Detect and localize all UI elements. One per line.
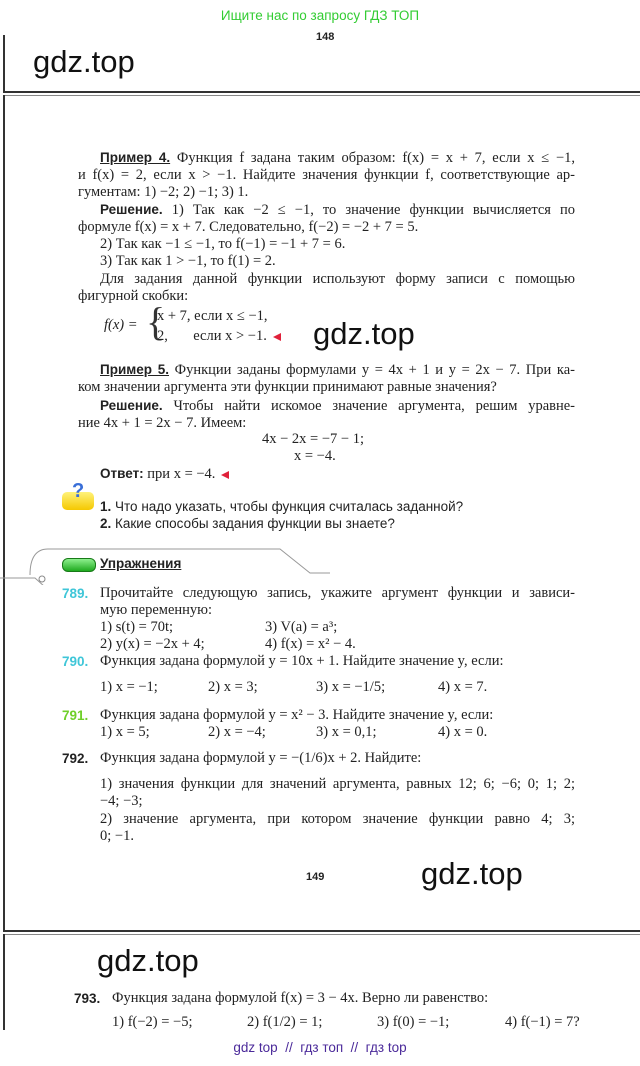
- watermark: gdz.top: [421, 856, 523, 891]
- exercise-item: 2) y(x) = −2x + 4;: [100, 636, 205, 652]
- exercise-number: 792.: [62, 751, 89, 766]
- exercise-subtask: 0; −1.: [100, 828, 134, 844]
- solution-line: формуле f(x) = x + 7. Следовательно, f(−2) = −2 + 7 = 5.: [78, 219, 419, 235]
- exercises-title: Упражнения: [100, 556, 182, 571]
- text: Что надо указать, чтобы функция считалась заданной?: [115, 499, 464, 514]
- exercise-item: 1) x = 5;: [100, 724, 150, 740]
- example4-line: гументам: 1) −2; 2) −1; 3) 1.: [78, 184, 249, 200]
- equation: x = −4.: [294, 448, 336, 464]
- text: 2, если x > −1.: [157, 328, 267, 344]
- footer-links[interactable]: gdz top // гдз топ // гдз top: [233, 1040, 407, 1055]
- text: Чтобы найти искомое значение аргумента, решим уравне-: [173, 398, 575, 414]
- page-divider: [3, 934, 640, 935]
- exercise-item: 3) x = −1/5;: [316, 679, 386, 695]
- solution-line: фигурной скобки:: [78, 288, 189, 304]
- end-marker-icon: [221, 471, 229, 479]
- example4-solution: [78, 201, 575, 219]
- exercises-icon: [62, 558, 96, 572]
- text: при x = −4.: [147, 466, 216, 482]
- page-divider: [3, 91, 640, 93]
- question: [100, 499, 463, 514]
- q-num: 1.: [100, 499, 112, 514]
- exercise-item: 4) x = 0.: [438, 724, 488, 740]
- exercise-item: 1) f(−2) = −5;: [112, 1014, 193, 1030]
- question: [100, 516, 395, 531]
- text: Какие способы задания функции вы знаете?: [115, 516, 395, 531]
- exercise-item: 2) x = 3;: [208, 679, 258, 695]
- equation: 4x − 2x = −7 − 1;: [262, 431, 364, 447]
- exercise-text: Прочитайте следующую запись, укажите аргумент функции и зависи-: [100, 585, 575, 601]
- brace: {: [146, 299, 166, 344]
- exercise-item: 1) x = −1;: [100, 679, 158, 695]
- page-number-149: 149: [306, 871, 325, 883]
- solution-line: 2) Так как −1 ≤ −1, то f(−1) = −1 + 7 = 6.: [100, 236, 346, 252]
- watermark: gdz.top: [33, 44, 135, 79]
- page-divider: [3, 930, 640, 932]
- example5-solution: [78, 397, 575, 415]
- exercise-number: 790.: [62, 654, 89, 669]
- text: Функция f задана таким образом: f(x) = x + 7, если x ≤ −1,: [176, 150, 576, 166]
- example4-label: Пример 4.: [100, 150, 171, 165]
- piecewise-lhs: f(x) =: [104, 317, 138, 333]
- exercise-text: Функция задана формулой y = 10x + 1. Найдите значение y, если:: [100, 653, 504, 669]
- exercise-item: 1) s(t) = 70t;: [100, 619, 174, 635]
- search-banner[interactable]: Ищите нас по запросу ГДЗ ТОП: [220, 8, 420, 23]
- question-icon: ?: [62, 492, 94, 510]
- text: 1) Так как −2 ≤ −1, то значение функции вычисляется по: [171, 202, 576, 218]
- example5-line: [78, 361, 575, 379]
- piecewise-case: x + 7, если x ≤ −1,: [157, 308, 268, 324]
- exercise-text: мую переменную:: [100, 602, 213, 618]
- exercise-subtask: −4; −3;: [100, 793, 143, 809]
- text: Функции заданы формулами y = 4x + 1 и y = 2x − 7. При ка-: [174, 362, 575, 378]
- q-num: 2.: [100, 516, 112, 531]
- example5-label: Пример 5.: [100, 362, 169, 377]
- exercise-item: 3) f(0) = −1;: [377, 1014, 450, 1030]
- example5-line: ком значении аргумента эти функции принимают равные значения?: [78, 379, 497, 395]
- page-border: [3, 95, 5, 930]
- answer-label: Ответ:: [100, 466, 144, 481]
- exercise-item: 2) x = −4;: [208, 724, 266, 740]
- solution-line: 3) Так как 1 > −1, то f(1) = 2.: [100, 253, 276, 269]
- exercise-item: 3) V(a) = a³;: [265, 619, 338, 635]
- solution-label: Решение.: [100, 398, 163, 413]
- exercise-subtask: 1) значения функции для значений аргумента, равных 12; 6; −6; 0; 1; 2;: [100, 776, 575, 792]
- exercise-number: 791.: [62, 708, 89, 723]
- exercise-text: Функция задана формулой f(x) = 3 − 4x. Верно ли равенство:: [112, 990, 489, 1006]
- example4-line: и f(x) = 2, если x > −1. Найдите значения функции f, соответствующие ар-: [78, 167, 575, 183]
- exercise-text: Функция задана формулой y = −(1/6)x + 2. Найдите:: [100, 750, 422, 766]
- exercise-item: 4) f(−1) = 7?: [505, 1014, 580, 1030]
- exercise-item: 4) x = 7.: [438, 679, 488, 695]
- exercise-item: 2) f(1/2) = 1;: [247, 1014, 323, 1030]
- page-border: [3, 934, 5, 1030]
- page-border: [3, 35, 5, 93]
- exercise-text: Функция задана формулой y = x² − 3. Найдите значение y, если:: [100, 707, 494, 723]
- watermark: gdz.top: [313, 316, 415, 351]
- solution-line: Для задания данной функции используют форму записи с помощью: [100, 271, 575, 287]
- exercise-subtask: 2) значение аргумента, при котором значение функции равно 4; 3;: [100, 811, 575, 827]
- piecewise-case: [157, 327, 281, 345]
- page-number-148: 148: [316, 31, 335, 43]
- solution-label: Решение.: [100, 202, 163, 217]
- exercise-item: 3) x = 0,1;: [316, 724, 377, 740]
- exercise-item: 4) f(x) = x² − 4.: [265, 636, 356, 652]
- exercise-number: 789.: [62, 586, 89, 601]
- example4-line: [78, 149, 575, 167]
- answer: [100, 465, 597, 483]
- end-marker-icon: [273, 333, 281, 341]
- watermark: gdz.top: [97, 943, 199, 978]
- solution-line: ние 4x + 1 = 2x − 7. Имеем:: [78, 415, 247, 431]
- exercise-number: 793.: [74, 991, 101, 1006]
- page-divider: [3, 95, 640, 96]
